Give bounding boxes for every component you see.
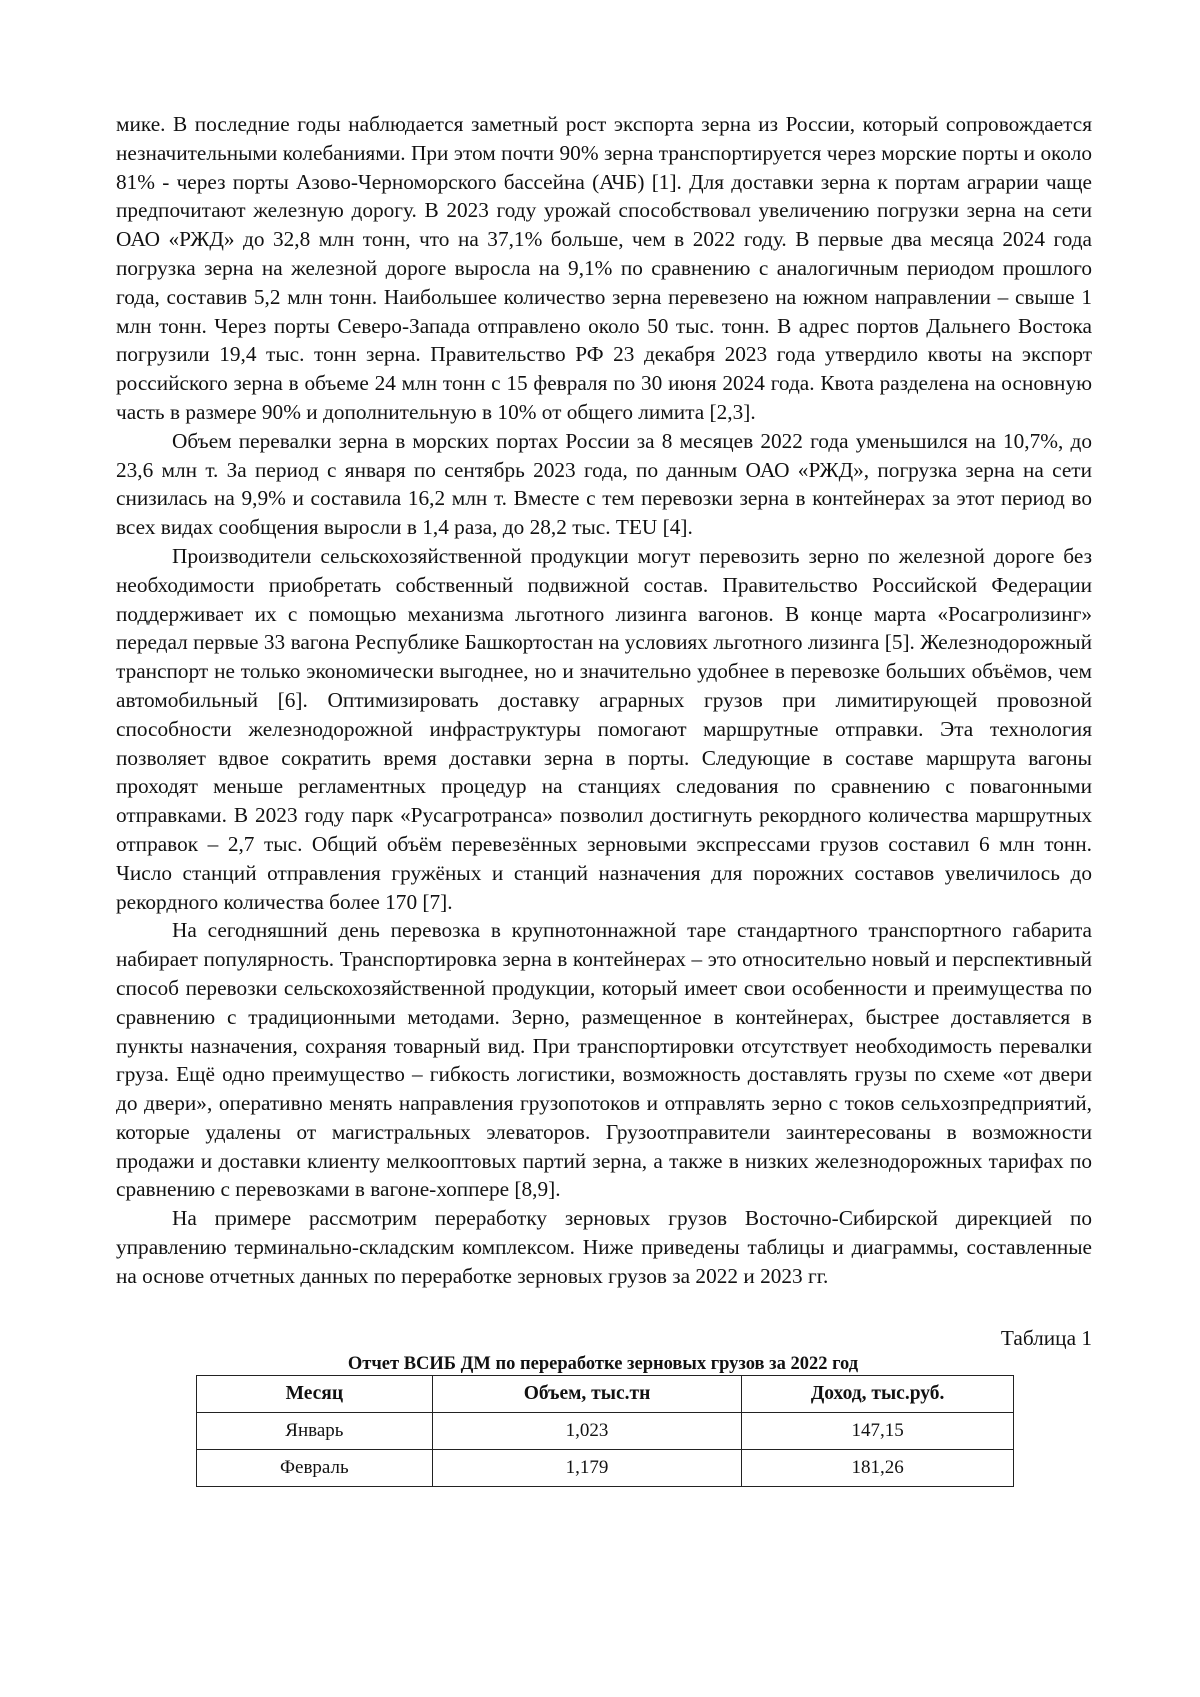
table-header-row — [197, 1375, 1014, 1412]
table-row — [197, 1449, 1014, 1486]
cell-volume: 1,023 — [432, 1412, 742, 1449]
cell-month: Февраль — [197, 1449, 433, 1486]
paragraph-3: Производители сельскохозяйственной продукции могут перевозить зерно по железной дороге без необходимости приобретать собственный подвижной состав. Правительство Российской Федерации поддерживает их с помощью механизма льготного лизинга вагонов. В конце марта «Росагролизинг» передал первые 33 вагона Республике Башкортостан на условиях льготного лизинга [5]. Железнодорожный транспорт не только экономически выгоднее, но и значительно удобнее в перевозке больших объёмов, чем автомобильный [6]. Оптимизировать доставку аграрных грузов при лимитирующей провозной способности железнодорожной инфраструктуры помогают маршрутные отправки. Эта технология позволяет вдвое сократить время доставки зерна в порты. Следующие в составе маршрута вагоны проходят меньше регламентных процедур на станциях следования по сравнению с повагонными отправками. В 2023 году парк «Русагротранса» позволил достигнуть рекордного количества маршрутных отправок – 2,7 тыс. Общий объём перевезённых зерновыми экспрессами грузов составил 6 млн тонн. Число станций отправления гружёных и станций назначения для порожних составов увеличилось до рекордного количества более 170 [7]. — [116, 543, 1092, 914]
document-page — [116, 110, 1092, 1487]
header-volume: Объем, тыс.тн — [432, 1375, 742, 1412]
paragraph-1: мике. В последние годы наблюдается заметный рост экспорта зерна из России, который сопровождается незначительными колебаниями. При этом почти 90% зерна транспортируется через морские порты и около 81% - через порты Азово-Черноморского бассейна (АЧБ) [1]. Для доставки зерна к портам аграрии чаще предпочитают железную дорогу. В 2023 году урожай способствовал увеличению погрузки зерна на сети ОАО «РЖД» до 32,8 млн тонн, что на 37,1% больше, чем в 2022 году. В первые два месяца 2024 года погрузка зерна на железной дороге выросла на 9,1% по сравнению с аналогичным периодом прошлого года, составив 5,2 млн тонн. Наибольшее количество зерна перевезено на южном направлении – свыше 1 млн тонн. Через порты Северо-Запада отправлено около 50 тыс. тонн. В адрес портов Дальнего Востока погрузили 19,4 тыс. тонн зерна. Правительство РФ 23 декабря 2023 года утвердило квоты на экспорт российского зерна в объеме 24 млн тонн с 15 февраля по 30 июня 2024 года. Квота разделена на основную часть в размере 90% и дополнительную в 10% от общего лимита [2,3]. — [116, 112, 1092, 424]
report-table — [196, 1375, 1014, 1487]
cell-volume: 1,179 — [432, 1449, 742, 1486]
header-income: Доход, тыс.руб. — [742, 1375, 1014, 1412]
table-row — [197, 1412, 1014, 1449]
paragraph-4: На сегодняшний день перевозка в крупнотоннажной таре стандартного транспортного габарита набирает популярность. Транспортировка зерна в контейнерах – это относительно новый и перспективный способ перевозки сельскохозяйственной продукции, который имеет свои особенности и преимущества по сравнению с традиционными методами. Зерно, размещенное в контейнерах, быстрее доставляется в пункты назначения, сохраняя товарный вид. При транспортировки отсутствует необходимость перевалки груза. Ещё одно преимущество – гибкость логистики, возможность доставлять грузы по схеме «от двери до двери», оперативно менять направления грузопотоков и отправлять зерно с токов сельхозпредприятий, которые удалены от магистральных элеваторов. Грузоотправители заинтересованы в возможности продажи и доставки клиенту мелкооптовых партий зерна, а также в низких железнодорожных тарифах по сравнению с перевозками в вагоне-хоппере [8,9]. — [116, 918, 1092, 1202]
cell-income: 147,15 — [742, 1412, 1014, 1449]
cell-month: Январь — [197, 1412, 433, 1449]
paragraph-5: На примере рассмотрим переработку зерновых грузов Восточно-Сибирской дирекцией по управлению терминально-складским комплексом. Ниже приведены таблицы и диаграммы, составленные на основе отчетных данных по переработке зерновых грузов за 2022 и 2023 гг. — [116, 1206, 1092, 1288]
table-title: Отчет ВСИБ ДМ по переработке зерновых грузов за 2022 год — [347, 1353, 859, 1374]
cell-income: 181,26 — [742, 1449, 1014, 1486]
header-month: Месяц — [197, 1375, 433, 1412]
table-caption: Таблица 1 — [1000, 1325, 1092, 1350]
paragraph-2: Объем перевалки зерна в морских портах России за 8 месяцев 2022 года уменьшился на 10,7%, до 23,6 млн т. За период с января по сентябрь 2023 года, по данным ОАО «РЖД», погрузка зерна на сети снизилась на 9,9% и составила 16,2 млн т. Вместе с тем перевозки зерна в контейнерах за этот период во всех видах сообщения выросли в 1,4 раза, до 28,2 тыс. TEU [4]. — [116, 428, 1092, 540]
